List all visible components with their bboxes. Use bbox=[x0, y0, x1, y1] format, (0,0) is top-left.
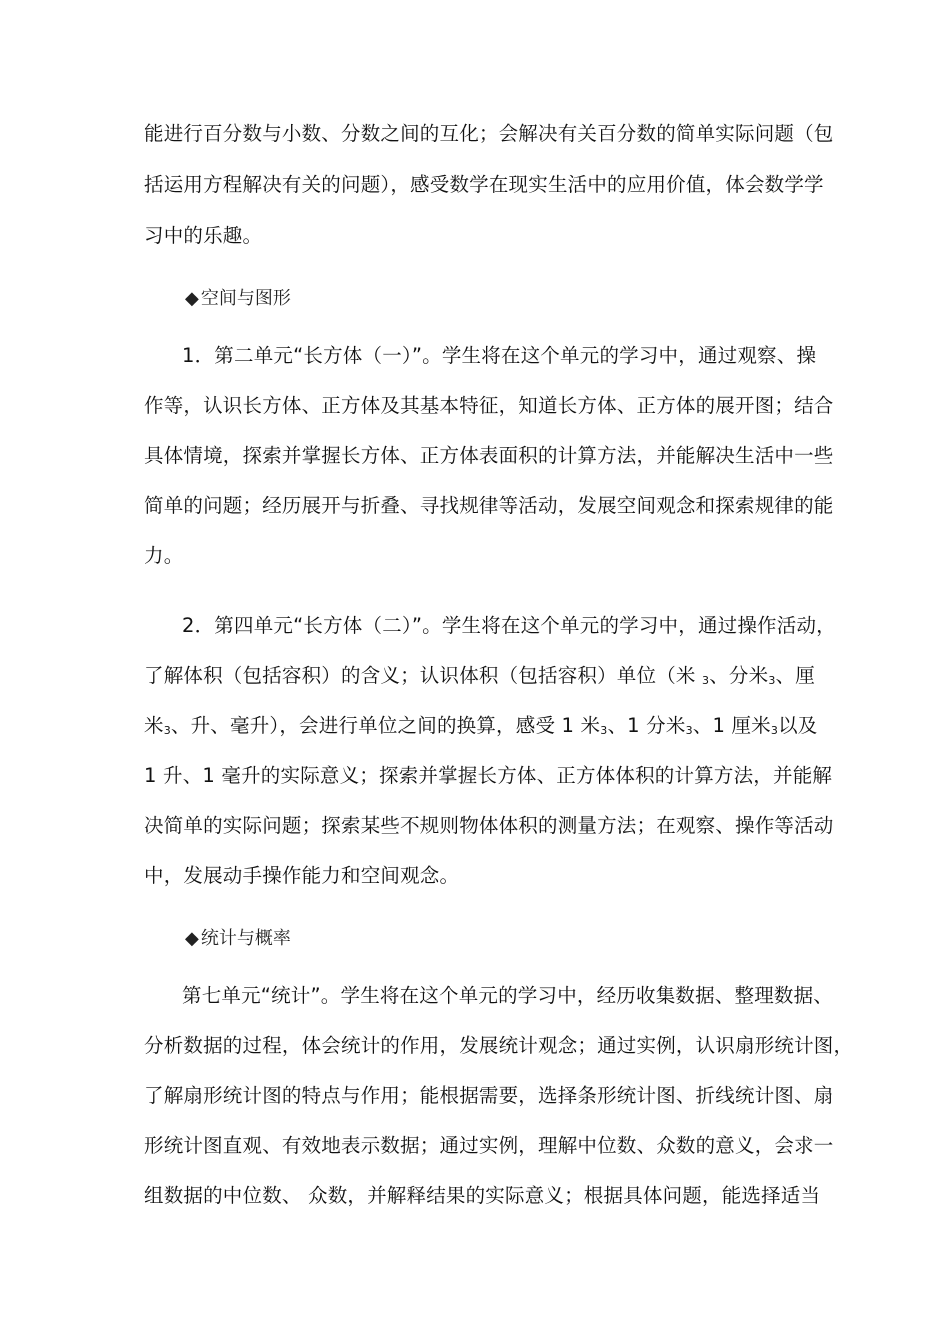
section-heading-stats bbox=[185, 927, 291, 951]
paragraph-line: 力。 bbox=[144, 544, 184, 567]
text-run: 、升、毫升），会进行单位之间的换算，感受 1 米 bbox=[170, 714, 601, 737]
superscript: 3 bbox=[702, 674, 710, 687]
diamond-bullet-icon: ◆ bbox=[185, 928, 199, 949]
text-run: 、1 厘米 bbox=[692, 714, 771, 737]
paragraph-line: 决简单的实际问题；探索某些不规则物体体积的测量方法；在观察、操作等活动 bbox=[144, 814, 834, 837]
paragraph-line: 分析数据的过程，体会统计的作用，发展统计观念；通过实例，认识扇形统计图， bbox=[144, 1034, 854, 1057]
section-heading-text: 统计与概率 bbox=[200, 928, 291, 949]
paragraph-line: 第七单元“统计”。学生将在这个单元的学习中，经历收集数据、整理数据、 bbox=[182, 984, 834, 1007]
paragraph-line: 1．第二单元“长方体（一）”。学生将在这个单元的学习中，通过观察、操 bbox=[182, 344, 817, 367]
paragraph-line: 简单的问题；经历展开与折叠、寻找规律等活动，发展空间观念和探索规律的能 bbox=[144, 494, 834, 517]
paragraph-line: 了解扇形统计图的特点与作用；能根据需要，选择条形统计图、折线统计图、扇 bbox=[144, 1084, 834, 1107]
superscript: 3 bbox=[163, 724, 171, 737]
paragraph-line: 括运用方程解决有关的问题），感受数学在现实生活中的应用价值，体会数学学 bbox=[144, 173, 824, 196]
text-run: 、分米 bbox=[709, 664, 769, 687]
text-run: 了解体积（包括容积）的含义；认识体积（包括容积）单位（米 bbox=[144, 664, 702, 687]
paragraph-line: 2．第四单元“长方体（二）”。学生将在这个单元的学习中，通过操作活动， bbox=[182, 614, 836, 637]
text-run: 、厘 bbox=[775, 664, 815, 687]
superscript: 3 bbox=[768, 674, 776, 687]
paragraph-line bbox=[144, 663, 815, 689]
paragraph-line: 形统计图直观、有效地表示数据；通过实例，理解中位数、众数的意义，会求一 bbox=[144, 1134, 834, 1157]
text-run: 米 bbox=[144, 714, 164, 737]
diamond-bullet-icon: ◆ bbox=[185, 288, 199, 309]
paragraph-line: 习中的乐趣。 bbox=[144, 224, 263, 247]
superscript: 3 bbox=[685, 724, 693, 737]
text-run: 、1 分米 bbox=[607, 714, 686, 737]
superscript: 3 bbox=[770, 724, 779, 737]
paragraph-line: 作等，认识长方体、正方体及其基本特征，知道长方体、正方体的展开图；结合 bbox=[144, 394, 834, 417]
text-run: 以及 bbox=[778, 714, 818, 737]
paragraph-line bbox=[144, 713, 818, 739]
paragraph-line: 组数据的中位数、 众数，并解释结果的实际意义；根据具体问题，能选择适当 bbox=[144, 1184, 821, 1207]
paragraph-line: 能进行百分数与小数、分数之间的互化；会解决有关百分数的简单实际问题（包 bbox=[144, 122, 834, 145]
section-heading-space bbox=[185, 287, 291, 311]
paragraph-line: 1 升、1 毫升的实际意义；探索并掌握长方体、正方体体积的计算方法，并能解 bbox=[144, 764, 833, 787]
superscript: 3 bbox=[600, 724, 608, 737]
paragraph-line: 中，发展动手操作能力和空间观念。 bbox=[144, 864, 460, 887]
section-heading-text: 空间与图形 bbox=[200, 288, 291, 309]
paragraph-line: 具体情境，探索并掌握长方体、正方体表面积的计算方法，并能解决生活中一些 bbox=[144, 444, 834, 467]
